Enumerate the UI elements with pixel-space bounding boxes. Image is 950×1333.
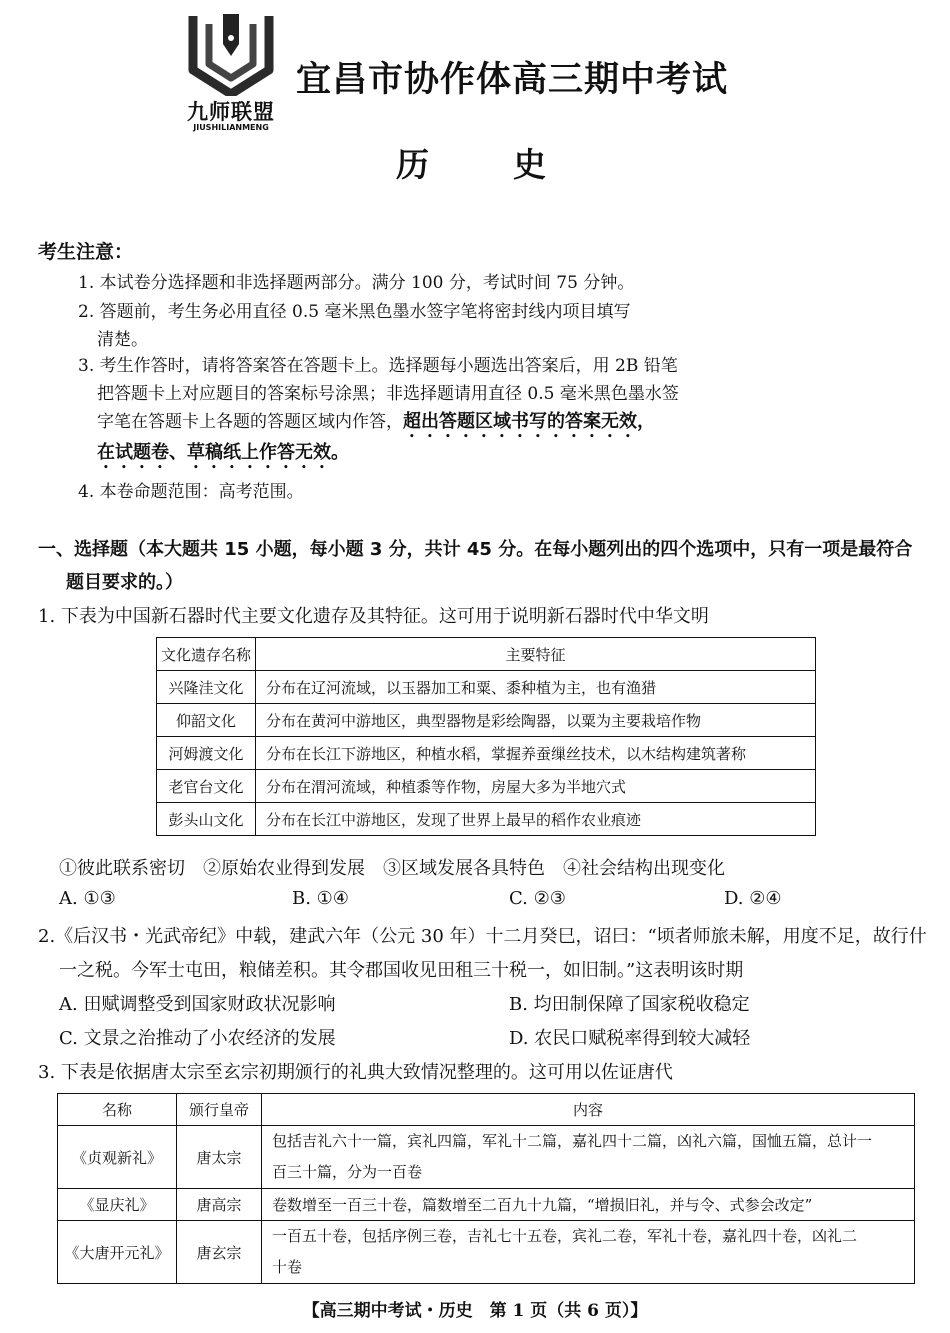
question-3-stem: 3. 下表是依据唐太宗至玄宗初期颁行的礼典大致情况整理的。这可用以佐证唐代 bbox=[38, 1062, 673, 1083]
question-2-stem: 2.《后汉书・光武帝纪》中载，建武六年（公元 30 年）十二月癸巳，诏曰：“顷者师旅未解，用度不足，故行什 bbox=[38, 926, 927, 947]
table-cell: 《大唐开元礼》 bbox=[58, 1221, 177, 1284]
question-3-table bbox=[57, 1093, 915, 1284]
table-row bbox=[58, 1221, 915, 1284]
question-2-option-b: B. 均田制保障了国家税收稳定 bbox=[509, 994, 750, 1015]
question-2-option-d: D. 农民口赋税率得到较大减轻 bbox=[509, 1028, 751, 1049]
notice-item-3-text: 字笔在答题卡上各题的答题区域内作答， bbox=[97, 412, 403, 432]
question-1-table bbox=[156, 637, 816, 836]
table-cell: 《显庆礼》 bbox=[58, 1189, 177, 1221]
table-row bbox=[157, 671, 816, 704]
table-header-row bbox=[157, 638, 816, 671]
notice-item-1: 1. 本试卷分选择题和非选择题两部分。满分 100 分，考试时间 75 分钟。 bbox=[78, 273, 635, 293]
table-header: 名称 bbox=[58, 1094, 177, 1126]
cell-line: 百三十篇，分为一百卷 bbox=[272, 1163, 423, 1181]
pen-book-logo-icon bbox=[175, 10, 287, 96]
table-cell bbox=[262, 1126, 915, 1189]
table-cell: 唐太宗 bbox=[177, 1126, 262, 1189]
table-row bbox=[157, 803, 816, 836]
table-row bbox=[58, 1189, 915, 1221]
table-row bbox=[157, 770, 816, 803]
cell-line: 包括吉礼六十一篇，宾礼四篇，军礼十二篇，嘉礼四十二篇，凶礼六篇，国恤五篇，总计一 bbox=[272, 1132, 873, 1150]
cell-line: 十卷 bbox=[272, 1258, 303, 1276]
notice-item-3-cont2 bbox=[97, 407, 655, 442]
table-cell: 兴隆洼文化 bbox=[157, 671, 256, 704]
question-1-option-a: A. ①③ bbox=[59, 888, 116, 909]
table-row bbox=[58, 1126, 915, 1189]
logo bbox=[175, 10, 287, 134]
subject-title: 历史 bbox=[396, 145, 630, 184]
table-cell bbox=[262, 1221, 915, 1284]
notice-item-2: 2. 答题前，考生务必用直径 0.5 毫米黑色墨水签字笔将密封线内项目填写 bbox=[78, 302, 631, 322]
notice-emphasis-2 bbox=[97, 438, 349, 473]
table-header: 内容 bbox=[262, 1094, 915, 1126]
notice-emphasis-2-text: 在试题卷、草稿纸上作答无效。 bbox=[97, 442, 349, 463]
table-header-row bbox=[58, 1094, 915, 1126]
question-1-option-c: C. ②③ bbox=[509, 888, 566, 909]
table-header: 主要特征 bbox=[256, 638, 816, 671]
table-cell: 《贞观新礼》 bbox=[58, 1126, 177, 1189]
table-cell: 分布在渭河流域，种植黍等作物，房屋大多为半地穴式 bbox=[256, 770, 816, 803]
page-footer: 【高三期中考试・历史 第 1 页（共 6 页）】 bbox=[302, 1301, 648, 1321]
table-cell: 唐高宗 bbox=[177, 1189, 262, 1221]
table-header: 文化遗存名称 bbox=[157, 638, 256, 671]
exam-title: 宜昌市协作体高三期中考试 bbox=[296, 60, 729, 100]
notice-emphasis-1: 超出答题区域书写的答案无效， bbox=[403, 411, 655, 432]
table-row bbox=[157, 737, 816, 770]
question-1-statements: ①彼此联系密切 ②原始农业得到发展 ③区域发展各具特色 ④社会结构出现变化 bbox=[59, 858, 725, 879]
notice-item-2-cont: 清楚。 bbox=[97, 330, 148, 350]
table-row bbox=[157, 704, 816, 737]
notice-item-3-cont: 把答题卡上对应题目的答案标号涂黑；非选择题请用直径 0.5 毫米黑色墨水签 bbox=[97, 384, 679, 404]
notice-item-3: 3. 考生作答时，请将答案答在答题卡上。选择题每小题选出答案后，用 2B 铅笔 bbox=[78, 356, 678, 376]
table-cell: 分布在黄河中游地区，典型器物是彩绘陶器，以粟为主要栽培作物 bbox=[256, 704, 816, 737]
notice-item-4: 4. 本卷命题范围：高考范围。 bbox=[78, 482, 304, 502]
question-1-option-b: B. ①④ bbox=[292, 888, 349, 909]
section-heading-cont: 题目要求的。） bbox=[66, 572, 183, 593]
question-2-stem-cont: 一之税。今军士屯田，粮储差积。其令郡国收见田租三十税一，如旧制。”这表明该时期 bbox=[59, 960, 744, 981]
table-cell: 老官台文化 bbox=[157, 770, 256, 803]
table-cell: 河姆渡文化 bbox=[157, 737, 256, 770]
table-cell: 彭头山文化 bbox=[157, 803, 256, 836]
question-1-option-d: D. ②④ bbox=[724, 888, 782, 909]
question-1-stem: 1. 下表为中国新石器时代主要文化遗存及其特征。这可用于说明新石器时代中华文明 bbox=[38, 606, 709, 627]
logo-subtitle: JIUSHILIANMENG bbox=[193, 123, 269, 132]
table-cell: 卷数增至一百三十卷，篇数增至二百九十九篇，“增损旧礼，并与令、式参会改定” bbox=[262, 1189, 915, 1221]
question-2-option-c: C. 文景之治推动了小农经济的发展 bbox=[59, 1028, 336, 1049]
logo-name: 九师联盟 bbox=[187, 100, 275, 124]
table-cell: 分布在长江中游地区，发现了世界上最早的稻作农业痕迹 bbox=[256, 803, 816, 836]
notice-heading: 考生注意： bbox=[38, 241, 134, 263]
table-cell: 分布在辽河流域，以玉器加工和粟、黍种植为主，也有渔猎 bbox=[256, 671, 816, 704]
cell-line: 一百五十卷，包括序例三卷，吉礼七十五卷，宾礼二卷，军礼十卷，嘉礼四十卷，凶礼二 bbox=[272, 1227, 858, 1245]
table-header: 颁行皇帝 bbox=[177, 1094, 262, 1126]
table-cell: 仰韶文化 bbox=[157, 704, 256, 737]
table-cell: 唐玄宗 bbox=[177, 1221, 262, 1284]
question-2-option-a: A. 田赋调整受到国家财政状况影响 bbox=[59, 994, 336, 1015]
section-heading: 一、选择题（本大题共 15 小题，每小题 3 分，共计 45 分。在每小题列出的四个选项中，只有一项是最符合 bbox=[38, 539, 913, 560]
table-cell: 分布在长江下游地区，种植水稻，掌握养蚕缫丝技术，以木结构建筑著称 bbox=[256, 737, 816, 770]
